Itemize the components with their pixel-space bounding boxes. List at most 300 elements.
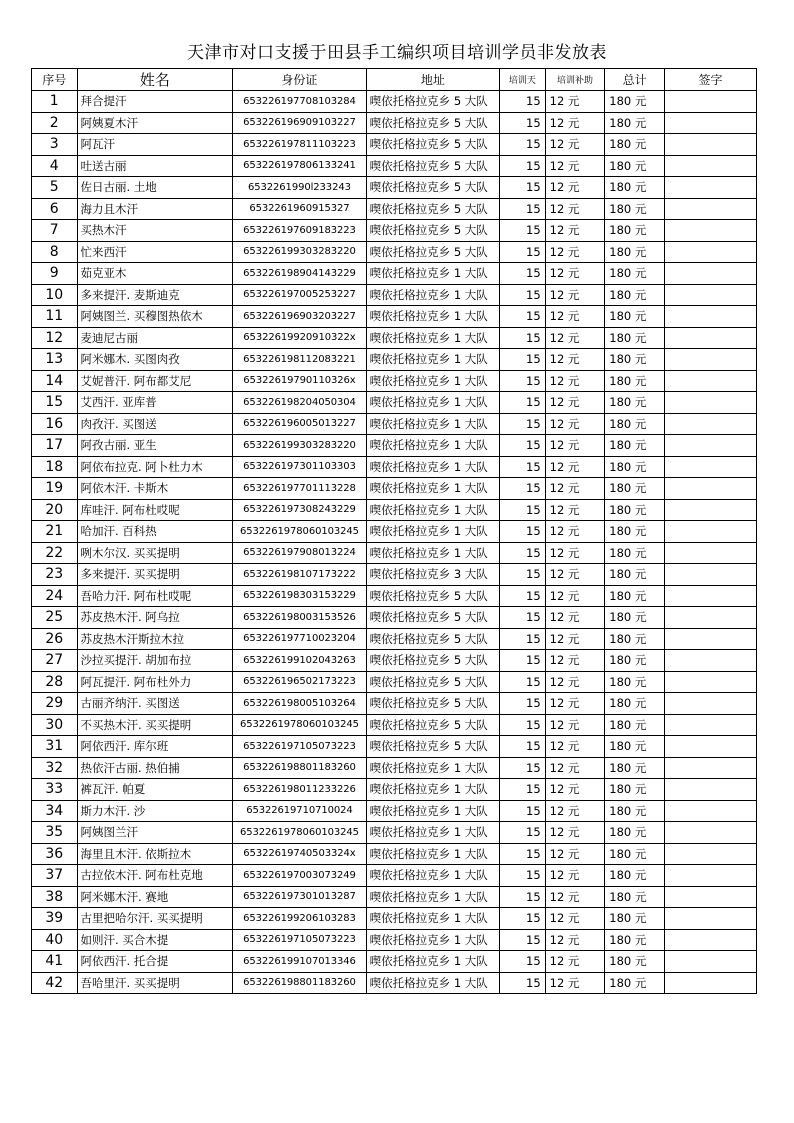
cell-signature: [664, 929, 756, 951]
cell-address: 喫依托格拉克乡 1 大队: [366, 499, 499, 521]
table-row: [32, 951, 757, 973]
cell-training-subsidy: 12 元: [545, 671, 605, 693]
cell-training-subsidy: 12 元: [545, 628, 605, 650]
cell-training-days: 15: [500, 671, 546, 693]
cell-name: 忙来西汗: [77, 241, 233, 263]
cell-training-days: 15: [500, 585, 546, 607]
cell-name: 艾西汗. 亚库普: [77, 392, 233, 414]
cell-total: 180 元: [605, 134, 665, 156]
cell-seq: 38: [32, 886, 78, 908]
cell-training-subsidy: 12 元: [545, 779, 605, 801]
header-training-days: 培训天: [500, 69, 546, 91]
cell-seq: 14: [32, 370, 78, 392]
cell-training-days: 15: [500, 370, 546, 392]
cell-total: 180 元: [605, 392, 665, 414]
cell-seq: 11: [32, 306, 78, 328]
cell-signature: [664, 521, 756, 543]
cell-id-card: 653226198112083221: [233, 349, 366, 371]
cell-training-days: 15: [500, 91, 546, 113]
cell-signature: [664, 607, 756, 629]
cell-training-days: 15: [500, 284, 546, 306]
cell-signature: [664, 349, 756, 371]
cell-seq: 12: [32, 327, 78, 349]
table-row: [32, 155, 757, 177]
cell-seq: 17: [32, 435, 78, 457]
cell-training-subsidy: 12 元: [545, 435, 605, 457]
cell-training-subsidy: 12 元: [545, 886, 605, 908]
cell-training-days: 15: [500, 198, 546, 220]
cell-id-card: 653226198003153526: [233, 607, 366, 629]
cell-name: 多来提汗. 买买提明: [77, 564, 233, 586]
cell-training-subsidy: 12 元: [545, 650, 605, 672]
cell-seq: 37: [32, 865, 78, 887]
cell-id-card: 6532261978060103245: [233, 521, 366, 543]
cell-training-days: 15: [500, 306, 546, 328]
table-body: [32, 91, 757, 994]
cell-id-card: 653226197105073223: [233, 736, 366, 758]
cell-id-card: 653226197105073223: [233, 929, 366, 951]
cell-training-subsidy: 12 元: [545, 929, 605, 951]
cell-training-subsidy: 12 元: [545, 134, 605, 156]
table-row: [32, 112, 757, 134]
cell-signature: [664, 822, 756, 844]
cell-signature: [664, 843, 756, 865]
cell-signature: [664, 112, 756, 134]
cell-signature: [664, 327, 756, 349]
cell-training-days: 15: [500, 757, 546, 779]
cell-training-subsidy: 12 元: [545, 757, 605, 779]
cell-seq: 22: [32, 542, 78, 564]
cell-training-subsidy: 12 元: [545, 478, 605, 500]
cell-id-card: 653226197609183223: [233, 220, 366, 242]
cell-training-subsidy: 12 元: [545, 392, 605, 414]
table-row: [32, 478, 757, 500]
cell-training-days: 15: [500, 951, 546, 973]
cell-training-subsidy: 12 元: [545, 822, 605, 844]
cell-total: 180 元: [605, 779, 665, 801]
cell-id-card: 653226198005103264: [233, 693, 366, 715]
cell-name: 拜合提汗: [77, 91, 233, 113]
cell-name: 古拉依木汗. 阿布杜克地: [77, 865, 233, 887]
cell-training-days: 15: [500, 392, 546, 414]
cell-seq: 3: [32, 134, 78, 156]
cell-id-card: 653226196909103227: [233, 112, 366, 134]
cell-total: 180 元: [605, 650, 665, 672]
cell-training-days: 15: [500, 413, 546, 435]
cell-training-subsidy: 12 元: [545, 456, 605, 478]
table-row: [32, 370, 757, 392]
cell-seq: 42: [32, 972, 78, 994]
cell-training-subsidy: 12 元: [545, 370, 605, 392]
cell-signature: [664, 714, 756, 736]
cell-name: 斯力木汗. 沙: [77, 800, 233, 822]
cell-seq: 26: [32, 628, 78, 650]
table-row: [32, 714, 757, 736]
cell-training-subsidy: 12 元: [545, 112, 605, 134]
cell-total: 180 元: [605, 413, 665, 435]
cell-total: 180 元: [605, 736, 665, 758]
cell-id-card: 653226197710023204: [233, 628, 366, 650]
cell-training-subsidy: 12 元: [545, 499, 605, 521]
cell-name: 阿孜古丽. 亚生: [77, 435, 233, 457]
cell-address: 喫依托格拉克乡 1 大队: [366, 929, 499, 951]
cell-total: 180 元: [605, 693, 665, 715]
table-row: [32, 865, 757, 887]
cell-id-card: 653226199303283220: [233, 241, 366, 263]
cell-id-card: 65322619790110326x: [233, 370, 366, 392]
cell-signature: [664, 91, 756, 113]
cell-training-days: 15: [500, 241, 546, 263]
cell-total: 180 元: [605, 564, 665, 586]
cell-signature: [664, 456, 756, 478]
cell-signature: [664, 306, 756, 328]
cell-training-days: 15: [500, 478, 546, 500]
cell-training-subsidy: 12 元: [545, 177, 605, 199]
cell-signature: [664, 198, 756, 220]
cell-seq: 24: [32, 585, 78, 607]
cell-signature: [664, 736, 756, 758]
cell-address: 喫依托格拉克乡 5 大队: [366, 91, 499, 113]
cell-id-card: 65322619740503324x: [233, 843, 366, 865]
cell-id-card: 653226198107173222: [233, 564, 366, 586]
cell-signature: [664, 263, 756, 285]
cell-training-days: 15: [500, 564, 546, 586]
cell-id-card: 653226197701113228: [233, 478, 366, 500]
cell-training-days: 15: [500, 134, 546, 156]
cell-id-card: 653226196005013227: [233, 413, 366, 435]
cell-total: 180 元: [605, 241, 665, 263]
cell-training-days: 15: [500, 607, 546, 629]
cell-id-card: 653226197806133241: [233, 155, 366, 177]
cell-id-card: 653226199102043263: [233, 650, 366, 672]
cell-seq: 5: [32, 177, 78, 199]
cell-training-days: 15: [500, 736, 546, 758]
cell-total: 180 元: [605, 929, 665, 951]
cell-seq: 9: [32, 263, 78, 285]
table-row: [32, 521, 757, 543]
cell-name: 多来提汗. 麦斯迪克: [77, 284, 233, 306]
table-row: [32, 757, 757, 779]
table-row: [32, 349, 757, 371]
cell-name: 阿米娜木汗. 赛地: [77, 886, 233, 908]
cell-address: 喫依托格拉克乡 1 大队: [366, 370, 499, 392]
table-row: [32, 671, 757, 693]
cell-name: 苏皮热木汗斯拉木拉: [77, 628, 233, 650]
cell-training-days: 15: [500, 220, 546, 242]
cell-seq: 25: [32, 607, 78, 629]
cell-id-card: 653226197811103223: [233, 134, 366, 156]
table-row: [32, 134, 757, 156]
table-row: [32, 499, 757, 521]
cell-name: 吾哈里汗. 买买提明: [77, 972, 233, 994]
table-row: [32, 263, 757, 285]
cell-address: 喫依托格拉克乡 1 大队: [366, 779, 499, 801]
cell-id-card: 653226198303153229: [233, 585, 366, 607]
cell-name: 热依汗古丽. 热伯捕: [77, 757, 233, 779]
cell-total: 180 元: [605, 327, 665, 349]
cell-training-subsidy: 12 元: [545, 155, 605, 177]
cell-name: 库哇汗. 阿布杜哎呢: [77, 499, 233, 521]
cell-training-subsidy: 12 元: [545, 349, 605, 371]
cell-seq: 33: [32, 779, 78, 801]
cell-seq: 29: [32, 693, 78, 715]
cell-total: 180 元: [605, 456, 665, 478]
table-header-row: [32, 69, 757, 91]
cell-training-days: 15: [500, 327, 546, 349]
cell-address: 喫依托格拉克乡 5 大队: [366, 134, 499, 156]
cell-seq: 34: [32, 800, 78, 822]
cell-signature: [664, 693, 756, 715]
header-total: 总计: [605, 69, 665, 91]
cell-training-subsidy: 12 元: [545, 607, 605, 629]
cell-training-subsidy: 12 元: [545, 220, 605, 242]
cell-address: 喫依托格拉克乡 5 大队: [366, 693, 499, 715]
cell-id-card: 653226197308243229: [233, 499, 366, 521]
cell-id-card: 6532261978060103245: [233, 822, 366, 844]
table-row: [32, 585, 757, 607]
cell-training-subsidy: 12 元: [545, 241, 605, 263]
cell-name: 不买热木汗. 买买提明: [77, 714, 233, 736]
cell-training-days: 15: [500, 542, 546, 564]
cell-name: 苏皮热木汗. 阿乌拉: [77, 607, 233, 629]
cell-training-subsidy: 12 元: [545, 585, 605, 607]
cell-name: 沙拉买提汗. 胡加布拉: [77, 650, 233, 672]
cell-name: 阿瓦汗: [77, 134, 233, 156]
cell-signature: [664, 650, 756, 672]
cell-training-days: 15: [500, 650, 546, 672]
cell-name: 古里把哈尔汗. 买买提明: [77, 908, 233, 930]
cell-id-card: 65322619710710024: [233, 800, 366, 822]
cell-address: 喫依托格拉克乡 1 大队: [366, 822, 499, 844]
cell-training-days: 15: [500, 628, 546, 650]
cell-total: 180 元: [605, 628, 665, 650]
table-row: [32, 413, 757, 435]
cell-training-days: 15: [500, 263, 546, 285]
cell-seq: 35: [32, 822, 78, 844]
cell-total: 180 元: [605, 155, 665, 177]
cell-training-subsidy: 12 元: [545, 542, 605, 564]
cell-training-days: 15: [500, 456, 546, 478]
cell-name: 海力且木汗: [77, 198, 233, 220]
cell-total: 180 元: [605, 843, 665, 865]
cell-address: 喫依托格拉克乡 1 大队: [366, 306, 499, 328]
cell-training-subsidy: 12 元: [545, 908, 605, 930]
cell-seq: 1: [32, 91, 78, 113]
table-row: [32, 177, 757, 199]
cell-training-days: 15: [500, 177, 546, 199]
cell-id-card: 653226199206103283: [233, 908, 366, 930]
cell-name: 哈加汗. 百科热: [77, 521, 233, 543]
cell-total: 180 元: [605, 822, 665, 844]
cell-signature: [664, 865, 756, 887]
cell-total: 180 元: [605, 542, 665, 564]
cell-address: 喫依托格拉克乡 1 大队: [366, 413, 499, 435]
cell-signature: [664, 392, 756, 414]
cell-id-card: 653226197301103303: [233, 456, 366, 478]
cell-seq: 41: [32, 951, 78, 973]
table-row: [32, 800, 757, 822]
cell-signature: [664, 413, 756, 435]
cell-signature: [664, 564, 756, 586]
cell-signature: [664, 177, 756, 199]
cell-address: 喫依托格拉克乡 1 大队: [366, 865, 499, 887]
cell-seq: 10: [32, 284, 78, 306]
cell-training-subsidy: 12 元: [545, 91, 605, 113]
cell-training-subsidy: 12 元: [545, 564, 605, 586]
cell-total: 180 元: [605, 306, 665, 328]
cell-training-days: 15: [500, 521, 546, 543]
cell-signature: [664, 585, 756, 607]
table-row: [32, 607, 757, 629]
cell-address: 喫依托格拉克乡 1 大队: [366, 951, 499, 973]
cell-address: 喫依托格拉克乡 1 大队: [366, 972, 499, 994]
table-row: [32, 929, 757, 951]
cell-name: 阿依木汗. 卡斯木: [77, 478, 233, 500]
cell-name: 阿依西汗. 托合提: [77, 951, 233, 973]
cell-total: 180 元: [605, 263, 665, 285]
cell-name: 艾妮普汗. 阿布都艾尼: [77, 370, 233, 392]
cell-name: 阿姨夏木汗: [77, 112, 233, 134]
cell-seq: 30: [32, 714, 78, 736]
cell-training-subsidy: 12 元: [545, 263, 605, 285]
table-row: [32, 628, 757, 650]
cell-address: 喫依托格拉克乡 1 大队: [366, 263, 499, 285]
header-seq: 序号: [32, 69, 78, 91]
cell-training-days: 15: [500, 800, 546, 822]
cell-name: 阿瓦提汗. 阿布杜外力: [77, 671, 233, 693]
table-row: [32, 284, 757, 306]
cell-signature: [664, 951, 756, 973]
cell-training-days: 15: [500, 972, 546, 994]
cell-total: 180 元: [605, 177, 665, 199]
cell-name: 佐日古丽. 土地: [77, 177, 233, 199]
cell-address: 喫依托格拉克乡 5 大队: [366, 177, 499, 199]
table-row: [32, 693, 757, 715]
cell-total: 180 元: [605, 972, 665, 994]
cell-training-subsidy: 12 元: [545, 327, 605, 349]
table-row: [32, 198, 757, 220]
cell-address: 喫依托格拉克乡 1 大队: [366, 456, 499, 478]
cell-address: 喫依托格拉克乡 5 大队: [366, 628, 499, 650]
cell-name: 阿依布拉克. 阿卜杜力木: [77, 456, 233, 478]
cell-id-card: 653226197005253227: [233, 284, 366, 306]
table-row: [32, 456, 757, 478]
cell-id-card: 653226199303283220: [233, 435, 366, 457]
header-signature: 签字: [664, 69, 756, 91]
cell-total: 180 元: [605, 499, 665, 521]
cell-address: 喫依托格拉克乡 1 大队: [366, 327, 499, 349]
cell-signature: [664, 779, 756, 801]
cell-seq: 19: [32, 478, 78, 500]
cell-signature: [664, 757, 756, 779]
cell-address: 喫依托格拉克乡 5 大队: [366, 112, 499, 134]
cell-name: 古丽齐纳汗. 买图送: [77, 693, 233, 715]
cell-total: 180 元: [605, 435, 665, 457]
cell-training-subsidy: 12 元: [545, 284, 605, 306]
cell-id-card: 653226198204050304: [233, 392, 366, 414]
cell-address: 喫依托格拉克乡 5 大队: [366, 198, 499, 220]
cell-id-card: 653226198801183260: [233, 972, 366, 994]
cell-training-days: 15: [500, 714, 546, 736]
cell-signature: [664, 370, 756, 392]
cell-training-days: 15: [500, 843, 546, 865]
cell-id-card: 653226196903203227: [233, 306, 366, 328]
cell-training-days: 15: [500, 349, 546, 371]
cell-signature: [664, 886, 756, 908]
cell-name: 如则汗. 买合木提: [77, 929, 233, 951]
cell-training-subsidy: 12 元: [545, 198, 605, 220]
cell-address: 喫依托格拉克乡 1 大队: [366, 800, 499, 822]
cell-training-days: 15: [500, 779, 546, 801]
cell-total: 180 元: [605, 478, 665, 500]
cell-total: 180 元: [605, 585, 665, 607]
cell-address: 喫依托格拉克乡 5 大队: [366, 241, 499, 263]
cell-signature: [664, 155, 756, 177]
table-row: [32, 908, 757, 930]
cell-training-days: 15: [500, 822, 546, 844]
cell-name: 咧木尔汉. 买买提明: [77, 542, 233, 564]
cell-total: 180 元: [605, 198, 665, 220]
cell-signature: [664, 671, 756, 693]
table-row: [32, 306, 757, 328]
cell-seq: 40: [32, 929, 78, 951]
cell-seq: 39: [32, 908, 78, 930]
cell-training-subsidy: 12 元: [545, 972, 605, 994]
cell-training-subsidy: 12 元: [545, 951, 605, 973]
cell-seq: 36: [32, 843, 78, 865]
cell-id-card: 653226197301013287: [233, 886, 366, 908]
cell-address: 喫依托格拉克乡 1 大队: [366, 886, 499, 908]
cell-address: 喫依托格拉克乡 5 大队: [366, 671, 499, 693]
cell-seq: 8: [32, 241, 78, 263]
cell-training-subsidy: 12 元: [545, 843, 605, 865]
cell-address: 喫依托格拉克乡 1 大队: [366, 284, 499, 306]
cell-signature: [664, 241, 756, 263]
table-row: [32, 327, 757, 349]
cell-address: 喫依托格拉克乡 1 大队: [366, 435, 499, 457]
cell-seq: 28: [32, 671, 78, 693]
cell-total: 180 元: [605, 284, 665, 306]
cell-name: 阿依西汗. 库尔班: [77, 736, 233, 758]
cell-address: 喫依托格拉克乡 5 大队: [366, 714, 499, 736]
roster-table: [31, 68, 757, 994]
cell-name: 吐送古丽: [77, 155, 233, 177]
cell-training-subsidy: 12 元: [545, 521, 605, 543]
cell-seq: 4: [32, 155, 78, 177]
cell-address: 喫依托格拉克乡 3 大队: [366, 564, 499, 586]
cell-address: 喫依托格拉克乡 1 大队: [366, 757, 499, 779]
cell-training-days: 15: [500, 908, 546, 930]
cell-id-card: 653226197708103284: [233, 91, 366, 113]
cell-seq: 18: [32, 456, 78, 478]
cell-address: 喫依托格拉克乡 5 大队: [366, 650, 499, 672]
cell-address: 喫依托格拉克乡 1 大队: [366, 349, 499, 371]
cell-total: 180 元: [605, 220, 665, 242]
cell-address: 喫依托格拉克乡 1 大队: [366, 392, 499, 414]
cell-signature: [664, 134, 756, 156]
cell-id-card: 6532261978060103245: [233, 714, 366, 736]
table-row: [32, 843, 757, 865]
cell-address: 喫依托格拉克乡 1 大队: [366, 908, 499, 930]
cell-name: 茹克亚木: [77, 263, 233, 285]
cell-seq: 27: [32, 650, 78, 672]
cell-id-card: 653226197908013224: [233, 542, 366, 564]
cell-seq: 7: [32, 220, 78, 242]
cell-id-card: 653226197003073249: [233, 865, 366, 887]
cell-address: 喫依托格拉克乡 5 大队: [366, 607, 499, 629]
header-address: 地址: [366, 69, 499, 91]
cell-id-card: 653226199107013346: [233, 951, 366, 973]
